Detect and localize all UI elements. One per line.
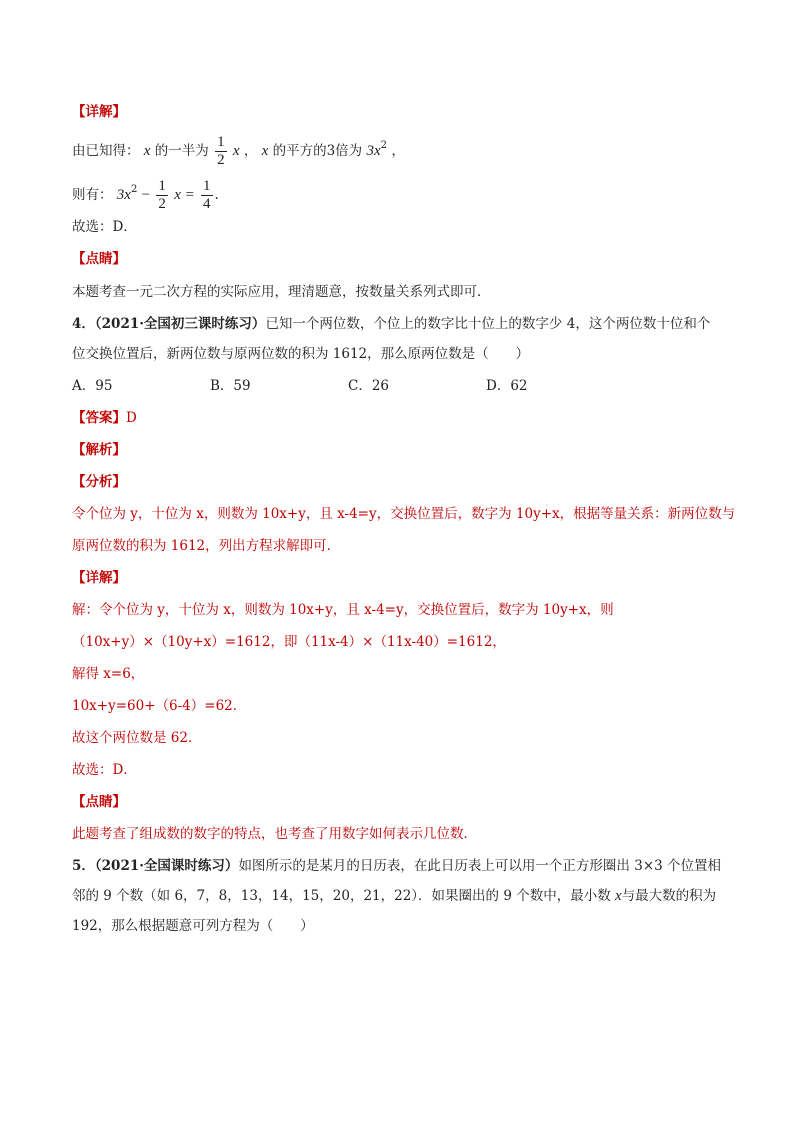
fraction-one-half: $\frac{1}{2}$ <box>217 134 225 168</box>
question-5-line-3: 192，那么根据题意可列方程为（ ） <box>72 918 314 934</box>
point-text-2: 此题考查了组成数的数字的特点，也考查了用数字如何表示几位数． <box>72 826 477 842</box>
point-text: 本题考查一元二次方程的实际应用，理清题意，按数量关系列式即可． <box>72 284 491 300</box>
detail-tag: 【详解】 <box>72 104 126 120</box>
analysis-line-2: 原两位数的积为 1612，列出方程求解即可． <box>72 538 341 554</box>
fraction-one-half: $\frac{1}{2}$ <box>158 178 166 212</box>
option-a: A．95 <box>72 378 113 394</box>
fraction-one-quarter: $\frac{1}{4}$ <box>203 178 211 212</box>
point-tag: 【点睛】 <box>72 251 126 267</box>
question-4-line-2: 位交换位置后，新两位数与原两位数的积为 1612，那么原两位数是（ ） <box>72 346 530 362</box>
answer-value: D <box>126 410 137 426</box>
detail-tag-2: 【详解】 <box>72 570 126 586</box>
option-b: B．59 <box>210 378 251 394</box>
choice-line: 故选：D． <box>72 219 137 235</box>
question-source: （2021·全国课时练习） <box>94 858 239 874</box>
question-4-line-1: 4．（2021·全国初三课时练习）已知一个两位数，个位上的数字比十位上的数字少 4，这个两位数十位和个 <box>72 316 711 332</box>
analysis-line-1: 令个位为 y，十位为 x，则数为 10x+y，且 x-4=y，交换位置后，数字为 10y+x，根据等量关系：新两位数与 <box>72 506 736 522</box>
answer-line <box>72 408 137 428</box>
answer-tag: 【答案】 <box>72 410 126 426</box>
point-tag-2: 【点睛】 <box>72 794 126 810</box>
detail-line-2: 则有： $3x^2$ − $\frac{1}{2}$ x = $\frac{1}{4}$ . <box>72 178 219 212</box>
analyze-tag: 【分析】 <box>72 474 126 490</box>
question-4-options <box>72 376 624 396</box>
option-c: C．26 <box>348 378 390 394</box>
question-5-line-2: 邻的 9 个数（如 6，7，8，13，14，15，20，21，22）．如果圈出的 9 个数中，最小数 x与最大数的积为 <box>72 888 717 904</box>
detail-2-line-5: 故这个两位数是 62． <box>72 730 202 746</box>
analysis-tag: 【解析】 <box>72 442 126 458</box>
detail-2-line-3: 解得 x=6， <box>72 666 145 682</box>
detail-2-line-6: 故选：D． <box>72 762 137 778</box>
detail-2-line-1: 解：令个位为 y，十位为 x，则数为 10x+y，且 x-4=y，交换位置后，数字为 10y+x，则 <box>72 602 614 618</box>
question-5-line-1: 5．（2021·全国课时练习）如图所示的是某月的日历表，在此日历表上可以用一个正方形圈出 3×3 个位置相 <box>72 858 722 874</box>
question-source: （2021·全国初三课时练习） <box>94 316 266 332</box>
detail-2-line-4: 10x+y=60+（6-4）=62． <box>72 698 247 714</box>
detail-2-line-2: （10x+y）×（10y+x）=1612，即（11x-4）×（11x-40）=1612， <box>72 634 506 650</box>
detail-line-1: 由已知得： x 的一半为 $\frac{1}{2}$ x ， x 的平方的3倍为 $3x^2$ ， <box>72 134 405 168</box>
option-d: D．62 <box>486 378 528 394</box>
